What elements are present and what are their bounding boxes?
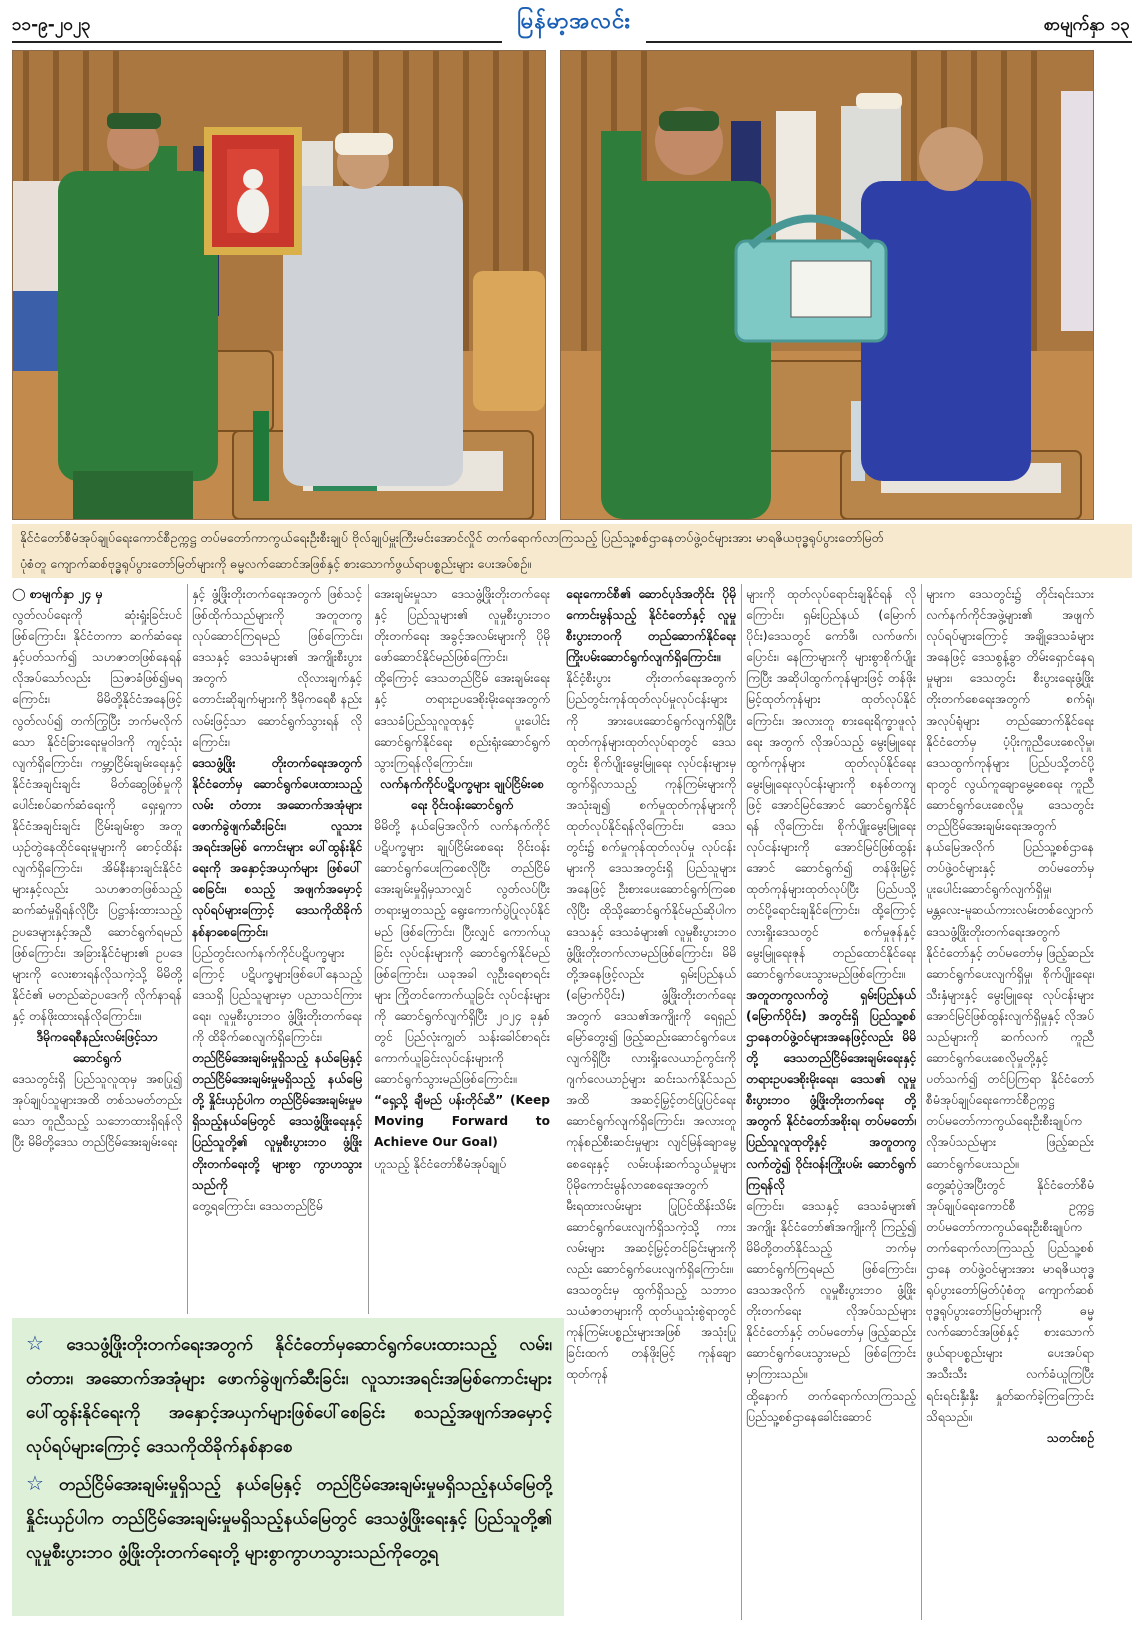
column-6-paragraph-2: တွေ့ဆုံပွဲအပြီးတွင် နိုင်ငံတော်စီမံအုပ်ချုပ်ရေးကောင်စီ ဥက္ကဋ္ဌ တပ်မတော်ကာကွယ်ရေးဦးစီးချုပ်က တက်ရောက်လာကြသည့် ပြည်သူ့စစ်ဌာနေ တပ်ဖွဲ့ဝင်များအား မာရဇိယဗုဒ္ဓရုပ်ပွားတော်မြတ်ပုံစံတူ ကျောက်ဆစ်ဗုဒ္ဓရုပ်ပွားတော်မြတ်များကို ဓမ္မလက်ဆောင်အဖြစ်နှင့် စားသောက်ဖွယ်ရာပစ္စည်းများ ပေးအပ်ရာ အသီးသီး လက်ခံယူကြပြီး ရင်းရင်းနှီးနှီး နှုတ်ဆက်ခဲ့ကြကြောင်း သိရသည်။ <box>926 1177 1094 1424</box>
column-3-paragraph-1: အေးချမ်းမှုသာ ဒေသဖွံ့ဖြိုးတိုးတက်ရေးနှင့် ပြည်သူများ၏ လူမှုစီးပွားဘဝ တိုးတက်ရေး အခွင့်အလမ်းများကို ပိုမိုဖော်ဆောင်နိုင်မည်ဖြစ်ကြောင်း၊ ထို့ကြောင့် ဒေသတည်ငြိမ် အေးချမ်းရေးနှင့် တရားဥပဒေစိုးမိုးရေးအတွက် ဒေသခံပြည်သူလူထုနှင့် ပူးပေါင်းဆောင်ရွက်နိုင်ရေး စည်းရုံးဆောင်ရွက်သွားကြရန်လိုကြောင်း။ <box>374 587 550 770</box>
highlight-item-2: ☆ တည်ငြိမ်အေးချမ်းမှုရှိသည့် နယ်မြေနှင့် တည်ငြိမ်အေးချမ်းမှုမရှိသည့်နယ်မြေတို့ နှိုင်းယှဉ်ပါက တည်ငြိမ်အေးချမ်းမှုမရှိသည့်နယ်မြေတွင် ဒေသဖွံ့ဖြိုးရေးနှင့် ပြည်သူတို့၏ လူမှုစီးပွားဘဝ ဖွံ့ဖြိုးတိုးတက်ရေးတို့ များစွာကွာဟသွားသည်ကိုတွေ့ရ <box>26 1471 552 1563</box>
column-4-bold-1: ရေးကောင်စီ၏ ဆောင်ပုဒ်အတိုင်း ပိုမိုကောင်းမွန်သည့် နိုင်ငံတော်နှင့် လူမှုစီးပွားဘဝကို တည်ဆောက်နိုင်ရေး ကြိုးပမ်းဆောင်ရွက်လျက်ရှိကြောင်း။ <box>566 587 736 665</box>
highlight-item-1: ☆ ဒေသဖွံ့ဖြိုးတိုးတက်ရေးအတွက် နိုင်ငံတော်မှဆောင်ရွက်ပေးထားသည့် လမ်း၊ တံတား၊ အဆောက်အအုံများ ဖောက်ခွဲဖျက်ဆီးခြင်း၊ လူသားအရင်းအမြစ်ကောင်းများ ပေါ်ထွန်းနိုင်ရေးကို အနှောင့်အယှက်များဖြစ်ပေါ်စေခြင်း စသည့်အဖျက်အမှောင့် လုပ်ရပ်များကြောင့် ဒေသကိုထိခိုက်နစ်နာစေ <box>26 1331 552 1457</box>
column-2-bold-2: တည်ငြိမ်အေးချမ်းမှုရှိသည့် နယ်မြေနှင့် တည်ငြိမ်အေးချမ်းမှုမရှိသည့် နယ်မြေတို့ နှိုင်းယှဉ်ပါက တည်ငြိမ်အေးချမ်းမှုမရှိသည့်နယ်မြေတွင် ဒေသဖွံ့ဖြိုးရေးနှင့် ပြည်သူတို့၏ လူမှုစီးပွားဘဝ ဖွံ့ဖြိုးတိုးတက်ရေးတို့ များစွာ ကွာဟသွားသည်ကို <box>192 1051 362 1192</box>
star-icon: ☆ <box>26 1471 53 1495</box>
motto-quote: “ရှေ့သို့ ချီမည် ပန်းတိုင်ဆီ” (Keep Moving Forward to Achieve Our Goal) <box>374 1093 550 1150</box>
column-divider-4 <box>741 584 742 1620</box>
subheading-democracy: ဒီမိုကရေစီနည်းလမ်းဖြင့်သာ ဆောင်ရွက် <box>36 1029 158 1066</box>
caption-line-1: နိုင်ငံတော်စီမံအုပ်ချုပ်ရေးကောင်စီဥက္ကဋ္ဌ တပ်မတော်ကာကွယ်ရေးဦးစီးချုပ် ဗိုလ်ချုပ်မှူးကြီးမင်းအောင်လှိုင် တက်ရောက်လာကြသည့် ပြည်သူ့စစ်ဌာနေတပ်ဖွဲ့ဝင်များအား မာရဇိယဗုဒ္ဓရုပ်ပွားတော်မြတ် <box>20 530 884 545</box>
column-5-paragraph-3: ထို့နောက် တက်ရောက်လာကြသည့် ပြည်သူ့စစ်ဌာနေခေါင်းဆောင် <box>746 1388 916 1424</box>
column-1-paragraph-1: လွတ်လပ်ရေးကို ဆုံးရှုံးခြင်းပင် ဖြစ်ကြောင်း၊ နိုင်ငံတကာ ဆက်ဆံရေးနှင့်ပတ်သက်၍ သဟဇာတဖြစ်နေရန် လိုအပ်သော်လည်း ဩဇာခံဖြစ်၍မရကြောင်း၊ မိမိတို့နိုင်ငံအနေဖြင့် လွတ်လပ်၍ တက်ကြွပြီး ဘက်မလိုက်သော နိုင်ငံခြားရေးမူဝါဒကို ကျင့်သုံးလျက်ရှိကြောင်း၊ ကမ္ဘာ့ငြိမ်းချမ်းရေးနှင့် နိုင်ငံအချင်းချင်း မိတ်ဆွေဖြစ်မှုကို ပေါင်းစပ်ဆက်ဆံရေးကို ရှေးရှုကာ နိုင်ငံအချင်းချင်း ငြိမ်းချမ်းစွာ အတူယှဉ်တွဲနေထိုင်ရေးမူများကို စောင့်ထိန်းလျက်ရှိကြောင်း၊ အိမ်နီးနားချင်းနိုင်ငံများနှင့်လည်း သဟဇာတဖြစ်သည့်ဆက်ဆံမှုရှိရန်လိုပြီး ပြဋ္ဌာန်းထားသည့် ဥပဒေများနှင့်အညီ ဆောင်ရွက်ရမည် ဖြစ်ကြောင်း၊ အခြားနိုင်ငံများ၏ ဥပဒေများကို လေးစားရန်လိုသကဲ့သို့ မိမိတို့ နိုင်ငံ၏ မတည်ဆဲဥပဒေကို လိုက်နာရန်နှင့် တန်ဖိုးထားရန်လိုကြောင်း။ <box>12 608 182 1023</box>
column-2-paragraph-1: နှင့် ဖွံ့ဖြိုးတိုးတက်ရေးအတွက် ဖြစ်သင့် ဖြစ်ထိုက်သည်များကို အတူတကွ လုပ်ဆောင်ကြရမည် ဖြစ်ကြောင်း၊ ဒေသနှင့် ဒေသခံများ၏ အကျိုးစီးပွားအတွက် လိုလားချက်နှင့် တောင်းဆိုချက်များကို ဒီမိုကရေစီ နည်းလမ်းဖြင့်သာ ဆောင်ရွက်သွားရန် လိုကြောင်း၊ <box>192 587 362 749</box>
column-divider-1 <box>187 584 188 1314</box>
issue-date: ၁၁-၉-၂၀၂၃ <box>12 15 91 35</box>
header-rule-right <box>646 41 1132 43</box>
column-4-paragraph-1: နိုင်ငံ့စီးပွား တိုးတက်ရေးအတွက် ပြည်တွင်းကုန်ထုတ်လုပ်မှုလုပ်ငန်းများကို အားပေးဆောင်ရွက်လျက်ရှိပြီး ထုတ်ကုန်များထုတ်လုပ်ရာတွင် ဒေသတွင်း စိုက်ပျိုးမွေးမြူရေး လုပ်ငန်းများမှ ထွက်ရှိလာသည့် ကုန်ကြမ်းများကို အသုံးချ၍ စက်မှုထုတ်ကုန်များကို ထုတ်လုပ်နိုင်ရန်လိုကြောင်း၊ ဒေသတွင်း၌ စက်မှုကုန်ထုတ်လုပ်မှု လုပ်ငန်းများကို ဒေသအတွင်းရှိ ပြည်သူများ အနေဖြင့် ဦးစားပေးဆောင်ရွက်ကြစေလိုပြီး ထိုသို့ဆောင်ရွက်နိုင်မည်ဆိုပါက ဒေသနှင့် ဒေသခံများ၏ လူမှုစီးပွားဘဝ ဖွံ့ဖြိုးတိုးတက်လာမည်ဖြစ်ကြောင်း၊ မိမိတို့အနေဖြင့်လည်း ရှမ်းပြည်နယ် (မြောက်ပိုင်း) ဖွံ့ဖြိုးတိုးတက်ရေးအတွက် ဒေသ၏အကျိုးကို ရေရှည်မြော်တွေး၍ ဖြည့်ဆည်းဆောင်ရွက်ပေးလျက်ရှိပြီး လားရှိုးလေယာဉ်ကွင်းကို ဂျက်လေယာဉ်များ ဆင်းသက်နိုင်သည်အထိ အဆင့်မြှင့်တင်ပြုပြင်ရေး ဆောင်ရွက်လျက်ရှိကြောင်း၊ အလားတူ ကုန်စည်စီးဆင်းမှုများ လျင်မြန်ချောမွေ့စေရေးနှင့် လမ်းပန်းဆက်သွယ်မှုများ ပိုမိုကောင်းမွန်လာစေရေးအတွက် မီးရထားလမ်းများ ပြုပြင်ထိန်းသိမ်း ဆောင်ရွက်ပေးလျက်ရှိသကဲ့သို့ ကားလမ်းများ အဆင့်မြှင့်တင်ခြင်းများကိုလည်း ဆောင်ရွက်ပေးလျက်ရှိကြောင်း။ <box>566 671 736 1276</box>
photo-left-presentation <box>12 50 546 520</box>
column-3-paragraph-2: မိမိတို့ နယ်မြေအလိုက် လက်နက်ကိုင်ပဋိပက္ခများ ချုပ်ငြိမ်းစေရေး ဝိုင်းဝန်းဆောင်ရွက်ပေးကြစေလိုပြီး တည်ငြိမ်အေးချမ်းမှုရှိမှသာလျှင် လွတ်လပ်ပြီး တရားမျှတသည့် ရွေးကောက်ပွဲပြုလုပ်နိုင်မည် ဖြစ်ကြောင်း၊ ပြီးလျှင် ကောက်ယူခြင်း လုပ်ငန်းများကို ဆောင်ရွက်နိုင်မည် ဖြစ်ကြောင်း၊ ယခုအခါ လူဦးရေစာရင်းများ ကြိုတင်ကောက်ယူခြင်း လုပ်ငန်းများကို ဆောင်ရွက်လျက်ရှိပြီး ၂၀၂၄ ခုနှစ်တွင် ပြည်လုံးကျွတ် သန်းခေါင်စာရင်း ကောက်ယူခြင်းလုပ်ငန်းများကို ဆောင်ရွက်သွားမည်ဖြစ်ကြောင်း။ <box>374 819 550 1087</box>
highlight-box <box>12 1318 564 1616</box>
star-icon: ☆ <box>26 1331 61 1355</box>
column-5-paragraph-2: ကြောင်း၊ ဒေသနှင့် ဒေသခံများ၏ အကျိုး နိုင်ငံတော်၏အကျိုးကို ကြည့်၍ မိမိတို့တတ်နိုင်သည့် ဘက်မှ ဆောင်ရွက်ကြရမည် ဖြစ်ကြောင်း၊ ဒေသအလိုက် လူမှုစီးပွားဘဝ ဖွံ့ဖြိုးတိုးတက်ရေး လိုအပ်သည်များ နိုင်ငံတော်နှင့် တပ်မတော်မှ ဖြည့်ဆည်း ဆောင်ရွက်ပေးသွားမည် ဖြစ်ကြောင်း မှာကြားသည်။ <box>746 1198 916 1382</box>
column-3-paragraph-3: ဟူသည့် နိုင်ငံတော်စီမံအုပ်ချုပ် <box>374 1156 507 1171</box>
photo-caption <box>12 524 1132 578</box>
column-1-paragraph-2: ဒေသတွင်းရှိ ပြည်သူလူထုမှ အစပြု၍ အုပ်ချုပ်သူများအထိ တစ်သမတ်တည်းသော တူညီသည့် သဘောထားရှိရန်လိုပြီး မိမိတို့ဒေသ တည်ငြိမ်အေးချမ်းရေး <box>12 1072 182 1150</box>
column-1 <box>12 584 182 1304</box>
masthead-logo: မြန်မာ့အလင်း <box>517 9 631 34</box>
photo-right-presentation <box>560 50 1094 520</box>
column-3 <box>374 584 550 1304</box>
continued-from: ◯ စာမျက်နှာ ၂၄ မှ <box>12 587 103 601</box>
column-4-paragraph-2: ဒေသတွင်းမှ ထွက်ရှိသည့် သဘာဝသယံဇာတများကို ထုတ်ယူသုံးစွဲရာတွင် ကုန်ကြမ်းပစ္စည်းများအဖြစ် အသုံးပြုခြင်းထက် တန်ဖိုးမြင့် ကုန်ချောထုတ်ကုန် <box>566 1283 736 1382</box>
column-2-bold-1: ဒေသဖွံ့ဖြိုး တိုးတက်ရေးအတွက် နိုင်ငံတော်မှ ဆောင်ရွက်ပေးထားသည့် လမ်း တံတား အဆောက်အအုံများ ဖောက်ခွဲဖျက်ဆီးခြင်း၊ လူသားအရင်းအမြစ် ကောင်းများ ပေါ်ထွန်းနိုင်ရေးကို အနှောင့်အယှက်များ ဖြစ်ပေါ်စေခြင်း၊ စသည့် အဖျက်အမှောင့်လုပ်ရပ်များကြောင့် ဒေသကိုထိခိုက်နစ်နာစေကြောင်း၊ <box>192 755 362 939</box>
column-5-paragraph-1: များကို ထုတ်လုပ်ရောင်းချနိုင်ရန် လိုကြောင်း၊ ရှမ်းပြည်နယ် (မြောက်ပိုင်း)ဒေသတွင် ကော်ဖီ၊ လက်ဖက်၊ ပြောင်း၊ နေကြာများကို များစွာစိုက်ပျိုးကြပြီး အဆိုပါထွက်ကုန်များဖြင့် တန်ဖိုးမြင့်ထုတ်ကုန်များ ထုတ်လုပ်နိုင်ကြောင်း၊ အလားတူ စားရေးရိက္ခာဖူလုံရေး အတွက် လိုအပ်သည့် မွေးမြူရေး ထွက်ကုန်များ ထုတ်လုပ်နိုင်ရေး မွေးမြူရေးလုပ်ငန်းများကို စနစ်တကျဖြင့် အောင်မြင်အောင် ဆောင်ရွက်နိုင်ရန် လိုကြောင်း၊ စိုက်ပျိုးမွေးမြူရေး လုပ်ငန်းများကို အောင်မြင်ဖြစ်ထွန်းအောင် ဆောင်ရွက်၍ တန်ဖိုးမြှင့်ထုတ်ကုန်များထုတ်လုပ်ပြီး ပြည်ပသို့တင်ပို့ရောင်းချနိုင်ကြောင်း၊ ထို့ကြောင့် လားရှိုးဒေသတွင် စက်မှုဇုန်နှင့် မွေးမြူရေးဇုန် တည်ထောင်နိုင်ရေး ဆောင်ရွက်ပေးသွားမည်ဖြစ်ကြောင်း။ <box>746 587 916 981</box>
column-5-bold-1: အတူတကွလက်တွဲ ရှမ်းပြည်နယ် (မြောက်ပိုင်း) အတွင်းရှိ ပြည်သူ့စစ်ဌာနေတပ်ဖွဲ့ဝင်များအနေဖြင့်လည်း မိမိတို့ ဒေသတည်ငြိမ်အေးချမ်းရေးနှင့် တရားဥပဒေစိုးမိုးရေး၊ ဒေသ၏ လူမှုစီးပွားဘဝ ဖွံ့ဖြိုးတိုးတက်ရေး တို့အတွက် နိုင်ငံတော်အစိုးရ၊ တပ်မတော်၊ ပြည်သူလူထုတို့နှင့် အတူတကွ လက်တွဲ၍ ဝိုင်းဝန်းကြိုးပမ်း ဆောင်ရွက်ကြရန်လို <box>746 987 916 1192</box>
page-header <box>0 0 1144 44</box>
column-2-paragraph-3: တွေ့ရကြောင်း၊ ဒေသတည်ငြိမ် <box>192 1198 323 1213</box>
column-6 <box>926 584 1094 1620</box>
column-5 <box>746 584 916 1620</box>
column-2 <box>192 584 362 1304</box>
caption-line-2: ပုံစံတူ ကျောက်ဆစ်ဗုဒ္ဓရုပ်ပွားတော်မြတ်များကို ဓမ္မလက်ဆောင်အဖြစ်နှင့် စားသောက်ဖွယ်ရာပစ္စည်းများ ပေးအပ်စဉ်။ <box>20 556 531 571</box>
subheading-ceasefire: လက်နက်ကိုင်ပဋိပက္ခများ ချုပ်ငြိမ်းစေရေး ဝိုင်းဝန်းဆောင်ရွက် <box>380 776 544 812</box>
column-6-paragraph-1: များက ဒေသတွင်း၌ တိုင်းရင်းသားလက်နက်ကိုင်အဖွဲ့များ၏ အဖျက်လုပ်ရပ်များကြောင့် အချို့ဒေသခံများအနေဖြင့် ဒေသစွန့်ခွာ တိမ်းရှောင်နေရမှုများ၊ ဒေသတွင်း စီးပွားရေးဖွံ့ဖြိုးတိုးတက်စေရေးအတွက် စက်ရုံ၊ အလုပ်ရုံများ တည်ဆောက်နိုင်ရေး နိုင်ငံတော်မှ ပံ့ပိုးကူညီပေးစေလိုမှု၊ ဒေသထွက်ကုန်များ ပြည်ပသို့တင်ပို့ရာတွင် လွယ်ကူချောမွေ့စေရေး ကူညီဆောင်ရွက်ပေးစေလိုမှု ဒေသတွင်း တည်ငြိမ်အေးချမ်းရေးအတွက် နယ်မြေအလိုက် ပြည်သူ့စစ်ဌာနေ တပ်ဖွဲ့ဝင်များနှင့် တပ်မတော်မှ ပူးပေါင်းဆောင်ရွက်လျက်ရှိမှု၊ မန္တလေး-မူဆယ်ကားလမ်းတစ်လျှောက် ဒေသဖွံ့ဖြိုးတိုးတက်ရေးအတွက် နိုင်ငံတော်နှင့် တပ်မတော်မှ ဖြည့်ဆည်းဆောင်ရွက်ပေးလျက်ရှိမှု၊ စိုက်ပျိုးရေး၊ သီးနှံများနှင့် မွေးမြူရေး လုပ်ငန်းများ အောင်မြင်ဖြစ်ထွန်းလျက်ရှိမှုနှင့် လိုအပ်သည်များကို ဆက်လက် ကူညီဆောင်ရွက်ပေးစေလိုမှုတို့နှင့် ပတ်သက်၍ တင်ပြကြရာ နိုင်ငံတော်စီမံအုပ်ချုပ်ရေးကောင်စီဥက္ကဋ္ဌ တပ်မတော်ကာကွယ်ရေးဦးစီးချုပ်က လိုအပ်သည်များ ဖြည့်ဆည်းဆောင်ရွက်ပေးသည်။ <box>926 587 1094 1171</box>
column-divider-5 <box>921 584 922 1620</box>
header-rule-left <box>12 41 502 43</box>
column-divider-2 <box>368 584 369 1314</box>
column-4 <box>566 584 736 1620</box>
page-number: စာမျက်နှာ ၁၃ <box>1043 15 1130 35</box>
column-2-paragraph-2: ပြည်တွင်းလက်နက်ကိုင်ပဋိပက္ခများကြောင့် ပဋိပက္ခများဖြစ်ပေါ်နေသည့် ဒေသရှိ ပြည်သူများမှာ ပညာသင်ကြားရေး၊ လူမှုစီးပွားဘဝ ဖွံ့ဖြိုးတိုးတက်ရေးကို ထိခိုက်စေလျက်ရှိကြောင်း၊ <box>192 945 362 1044</box>
byline: သတင်းစဉ် <box>1046 1430 1094 1445</box>
